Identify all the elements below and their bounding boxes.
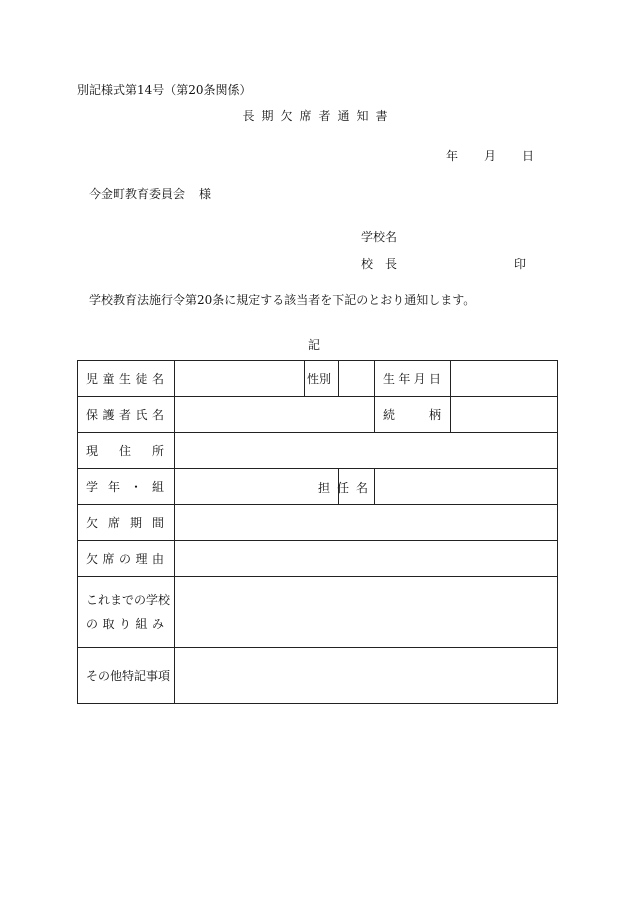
addressee	[89, 186, 211, 202]
absence-reason-field[interactable]	[175, 541, 558, 577]
efforts-label-cell	[78, 577, 175, 648]
notice-text: 学校教育法施行令第20条に規定する該当者を下記のとおり通知します。	[89, 293, 476, 307]
grade-class-label: 学年・組	[86, 480, 164, 494]
table-row	[78, 361, 558, 397]
school-name-label: 学校名	[361, 230, 398, 244]
homeroom-teacher-label: 担任名	[318, 481, 368, 495]
relationship-field[interactable]	[451, 397, 558, 433]
addressee-honorific: 様	[199, 187, 212, 201]
homeroom-teacher-field[interactable]	[375, 469, 558, 505]
efforts-field[interactable]	[175, 577, 558, 648]
other-notes-field[interactable]	[175, 648, 558, 704]
document-title: 長期欠席者通知書	[242, 109, 395, 123]
record-table	[77, 360, 558, 704]
homeroom-teacher-label-wrap	[318, 480, 368, 496]
address-label: 現住所	[86, 444, 164, 458]
addressee-name: 今金町教育委員会	[89, 187, 186, 201]
table-row	[78, 541, 558, 577]
birthdate-field[interactable]	[451, 361, 558, 397]
other-notes-label-cell	[78, 648, 175, 704]
relationship-label-cell	[375, 397, 451, 433]
address-label-cell	[78, 433, 175, 469]
absence-reason-label-cell	[78, 541, 175, 577]
grade-class-label-cell	[78, 469, 175, 505]
birthdate-label: 生年月日	[383, 372, 441, 386]
table-row	[78, 648, 558, 704]
efforts-label-line2: の取り組み	[86, 617, 164, 631]
student-name-field[interactable]	[175, 361, 305, 397]
ki-label: 記	[308, 338, 321, 352]
date-month-label: 月	[484, 149, 497, 163]
date-year-label: 年	[446, 149, 459, 163]
guardian-name-field[interactable]	[175, 397, 375, 433]
absence-period-label: 欠席期間	[86, 516, 164, 530]
absence-reason-label: 欠席の理由	[86, 552, 164, 566]
table-row	[78, 577, 558, 648]
absence-period-label-cell	[78, 505, 175, 541]
gender-field[interactable]	[339, 361, 375, 397]
grade-class-field[interactable]	[175, 469, 339, 505]
relationship-label: 続 柄	[383, 408, 441, 422]
table-row	[78, 397, 558, 433]
address-field[interactable]	[175, 433, 558, 469]
form-reference: 別記様式第14号（第20条関係）	[77, 83, 252, 97]
seal-label: 印	[514, 257, 527, 271]
guardian-name-label-cell	[78, 397, 175, 433]
absence-period-field[interactable]	[175, 505, 558, 541]
other-notes-label: その他特記事項	[86, 669, 171, 683]
date-line	[446, 148, 534, 164]
efforts-label-line1: これまでの学校	[86, 593, 171, 607]
birthdate-label-cell	[375, 361, 451, 397]
student-name-label: 児童生徒名	[86, 372, 164, 386]
date-day-label: 日	[522, 149, 535, 163]
principal-label: 校 長	[361, 257, 398, 271]
table-row	[78, 433, 558, 469]
student-name-label-cell	[78, 361, 175, 397]
gender-label: 性別	[305, 361, 339, 397]
guardian-name-label: 保護者氏名	[86, 408, 164, 422]
table-row	[78, 505, 558, 541]
